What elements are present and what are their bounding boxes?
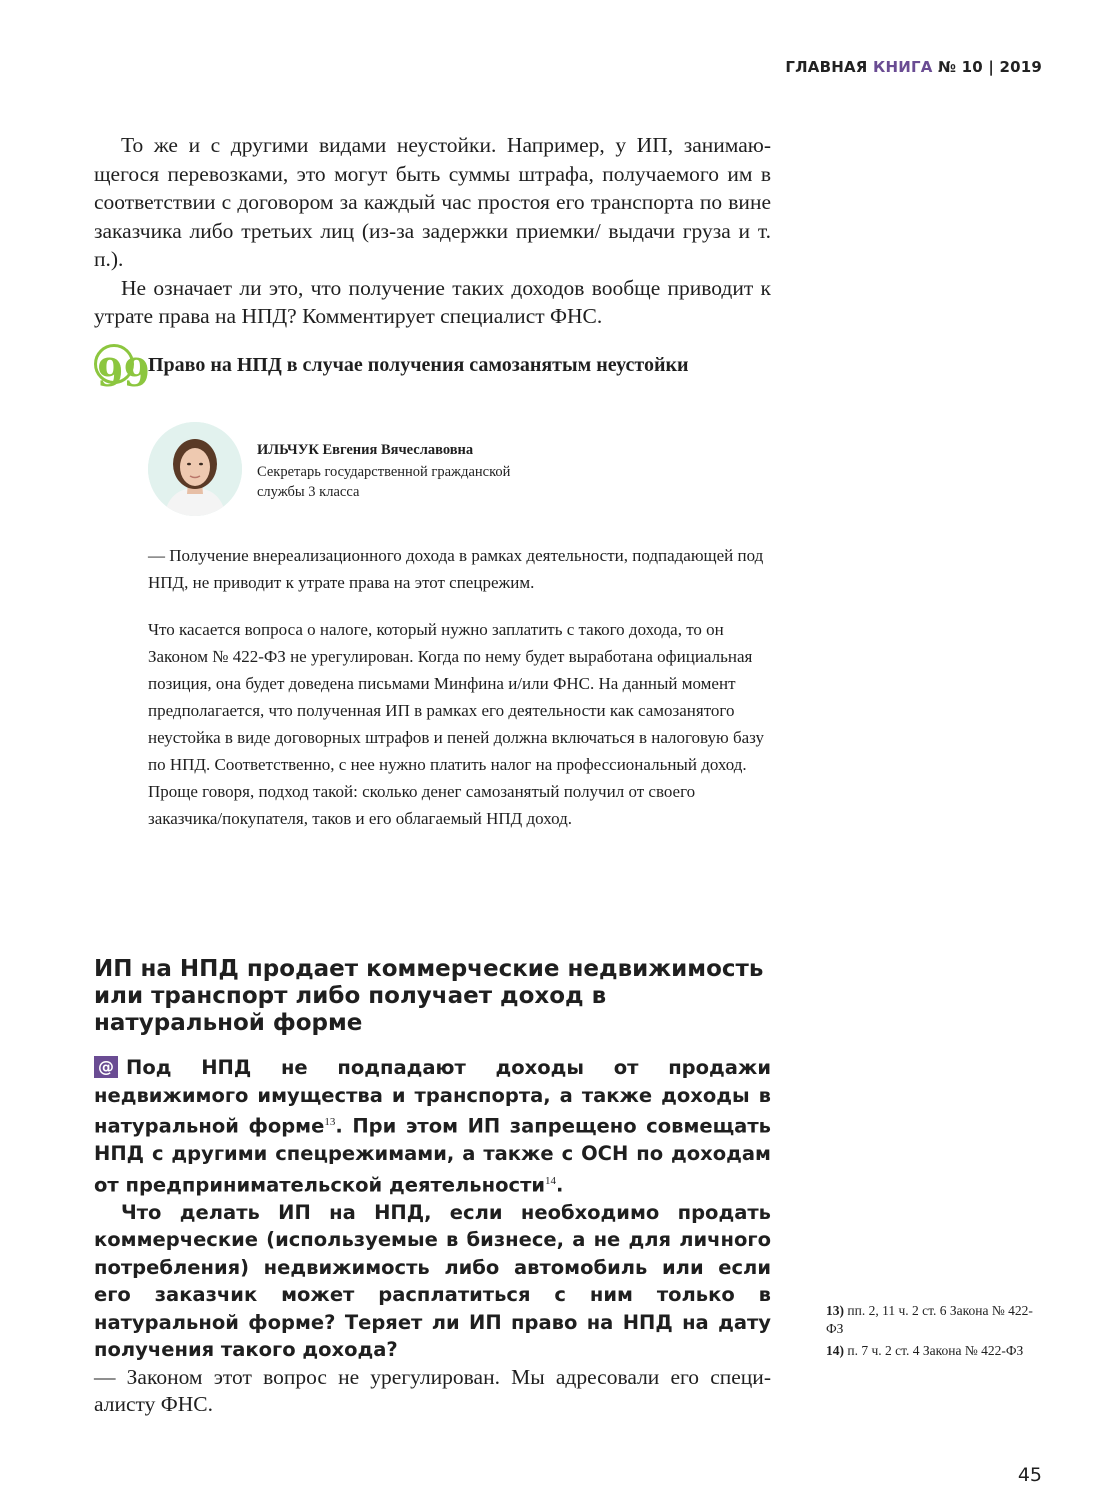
expert-avatar (148, 422, 242, 516)
footnote-number: 13) (826, 1303, 844, 1318)
running-header (785, 58, 1042, 76)
lead-paragraph (94, 1054, 771, 1199)
expert-portrait-icon (148, 422, 242, 516)
section-body (94, 1054, 771, 1419)
footnotes (826, 1302, 1036, 1364)
quote-paragraph-1: — Получение внереализационного дохода в рамках деятельности, подпадающей под НПД, не приводит к утрате права на этот спецрежим. (148, 546, 764, 592)
quote-title: Право на НПД в случае получения самозанятым неустойки (148, 354, 689, 376)
question-paragraph: Что делать ИП на НПД, если необходимо продать коммерческие (используемые в бизнесе, а не для личного потребления) недвижимость либо автомобиль или если его заказчик может расплатиться с ним только в натуральной форме? Теряет ли ИП право на НПД на дату получения такого дохода? (94, 1200, 771, 1361)
brand-main: ГЛАВНАЯ (785, 58, 868, 76)
footnote-text: п. 7 ч. 2 ст. 4 Закона № 422-ФЗ (847, 1343, 1024, 1358)
intro-paragraph-1: То же и с другими видами неустойки. Например, у ИП, занимающегося перевозками, это могут быть суммы штрафа, получаемого им в соответствии с договором за каждый час простоя его транспорта по вине заказчика либо третьих лиц (из-за задержки приемки/ выдачи груза и т. п.). (94, 133, 771, 271)
footnote-text: пп. 2, 11 ч. 2 ст. 6 Закона № 422-ФЗ (826, 1303, 1033, 1336)
page-number: 45 (1017, 1464, 1042, 1486)
quote-body (148, 542, 768, 852)
lead-part-2: . При этом ИП запрещено совмещать НПД с другими спецрежимами, а также с ОСН по доходам от предпринимательской деятельности (94, 1114, 771, 1196)
quote-paragraph-2: Что касается вопроса о налоге, который нужно заплатить с такого дохода, то он Законом № 422-ФЗ не урегулирован. Когда по нему будет выработана официальная позиция, она будет доведена письмами Минфина и/или ФНС. На данный момент предполагается, что полученная ИП в рамках его деятельности как самозанятого неустойка в виде договорных штрафов и пеней должна включаться в налоговую базу по НПД. Соответственно, с нее нужно платить налог на профессиональный доход. Проще говоря, подход такой: сколько денег самозанятый получил от своего заказчика/покупателя, таков и его облагаемый НПД доход. (148, 620, 765, 828)
footnote-ref-13: 13 (324, 1116, 336, 1128)
footnote-ref-14: 14 (545, 1174, 557, 1187)
brand-accent: КНИГА (873, 58, 933, 76)
quote-icon: 99 (94, 344, 134, 384)
lead-part-3: . (556, 1173, 564, 1196)
intro-paragraph-2: Не означает ли это, что получение таких доходов вообще приводит к утрате права на НПД? Комментирует специалист ФНС. (94, 275, 771, 328)
at-icon: @ (94, 1056, 118, 1078)
footnote-number: 14) (826, 1343, 844, 1358)
section-heading: ИП на НПД продает коммерческие недвижимость или транспорт либо получает доход в натуральной форме (94, 956, 764, 1036)
intro-text (94, 131, 771, 331)
footnote-item (826, 1302, 1036, 1338)
issue-info: № 10 | 2019 (937, 58, 1042, 76)
lead-part-1: Под НПД не подпадают доходы от продажи недвижимого имущества и транспорта, а также доходы в натуральной форме (94, 1056, 771, 1138)
expert-name: ИЛЬЧУК Евгения Вячеславовна (257, 442, 474, 458)
answer-paragraph: — Законом этот вопрос не урегулирован. Мы адресовали его специалисту ФНС. (94, 1364, 771, 1416)
expert-position: Секретарь государственной гражданской службы 3 класса (257, 464, 511, 500)
footnote-item (826, 1342, 1036, 1360)
